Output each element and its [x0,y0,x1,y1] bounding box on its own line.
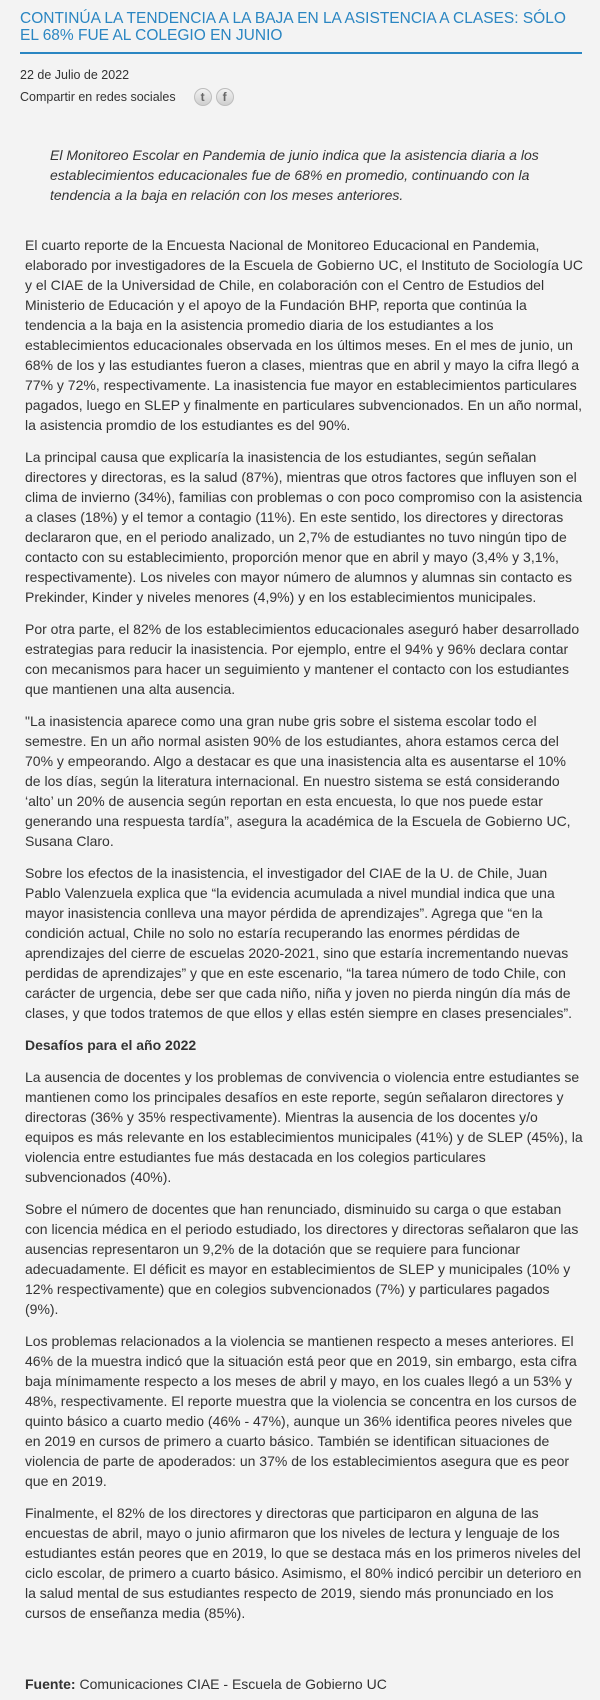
body-paragraph: Por otra parte, el 82% de los establecimientos educacionales aseguró haber desarrollado estrategias para reducir la inasistencia. Por ejemplo, entre el 94% y 96% declara contar con mecanismos para hacer un seguimiento y mantener el contacto con los estudiantes que mantienen una alta ausencia. [25,621,580,697]
article-lead: El Monitoreo Escolar en Pandemia de junio indica que la asistencia diaria a los establecimientos educacionales fue de 68% en promedio, continuando con la tendencia a la baja en relación con los meses anteriores. [50,147,539,203]
source-label: Fuente: [25,1676,76,1692]
body-paragraph: La ausencia de docentes y los problemas de convivencia o violencia entre estudiantes se mantienen como los principales desafíos en este reporte, según señalaron directores y directoras (36% y 35% respectivamente). Mientras la ausencia de los docentes y/o equipos es más relevante en los establecimientos municipales (41%) y de SLEP (45%), la violencia entre estudiantes fue más destacada en los colegios particulares subvencionados (40%). [25,1069,583,1185]
body-paragraph: La principal causa que explicaría la inasistencia de los estudiantes, según señalan directores y directoras, es la salud (87%), mientras que otros factores que influyen son el clima de invierno (34%), familias con problemas o con poco compromiso con la asistencia a clases (18%) y el temor a contagio (11%). En este sentido, los directores y directoras declararon que, en el periodo analizado, un 2,7% de estudiantes no tuvo ningún tipo de contacto con su establecimiento, proporción menor que en abril y mayo (3,4% y 3,1%, respectivamente). Los niveles con mayor número de alumnos y alumnas sin contacto es Prekinder, Kinder y niveles menores (4,9%) y en los establecimientos municipales. [25,449,583,605]
body-paragraph: Sobre los efectos de la inasistencia, el investigador del CIAE de la U. de Chile, Juan Pablo Valenzuela explica que “la evidencia acumulada a nivel mundial indica que una mayor inasistencia conlleva una mayor pérdida de aprendizajes”. Agrega que “en la condición actual, Chile no solo no estaría recuperando las enormes pérdidas de aprendizajes del cierre de escuelas 2020-2021, sino que estaría incrementando nuevas perdidas de aprendizajes” y que en este escenario, “la tarea número de todo Chile, con carácter de urgencia, debe ser que cada niño, niña y joven no pierda ningún día más de clases, y que todos tratemos de que ellos y ellas estén siempre en clases presenciales”. [25,865,573,1021]
share-label: Compartir en redes sociales [20,90,176,104]
source-text: Comunicaciones CIAE - Escuela de Gobierno UC [75,1676,387,1692]
body-paragraph: Sobre el número de docentes que han renunciado, disminuido su carga o que estaban con licencia médica en el periodo estudiado, los directores y directoras señalaron que las ausencias representaron un 9,2% de la dotación que se requiere para funcionar adecuadamente. El déficit es mayor en establecimientos de SLEP y municipales (10% y 12% respectivamente) que en colegios subvencionados (7%) y particulares pagados (9%). [25,1201,579,1317]
quote-paragraph: "La inasistencia aparece como una gran nube gris sobre el sistema escolar todo el semestre. En un año normal asisten 90% de los estudiantes, ahora estamos cerca del 70% y empeorando. Algo a destacar es que una inasistencia alta es ausentarse el 10% de los días, según la literatura internacional. En nuestro sistema se está considerando ‘alto’ un 20% de ausencia según reportan en esta encuesta, lo que nos puede estar generando una respuesta tardía”, asegura la académica de la Escuela de Gobierno UC, Susana Claro. [25,713,571,849]
tumblr-icon[interactable]: t [194,88,212,106]
facebook-icon[interactable]: f [216,88,234,106]
section-heading: Desafíos para el año 2022 [25,1037,197,1053]
body-paragraph: El cuarto reporte de la Encuesta Nacional de Monitoreo Educacional en Pandemia, elaborado por investigadores de la Escuela de Gobierno UC, el Instituto de Sociología UC y el CIAE de la Universidad de Chile, en colaboración con el Centro de Estudios del Ministerio de Educación y el apoyo de la Fundación BHP, reporta que continúa la tendencia a la baja en la asistencia promedio diaria de los estudiantes a los establecimientos educacionales observada en los últimos meses. En el mes de junio, un 68% de los y las estudiantes fueron a clases, mientras que en abril y mayo la cifra llegó a 77% y 72%, respectivamente. La inasistencia fue mayor en establecimientos particulares pagados, luego en SLEP y finalmente en particulares subvencionados. En un año normal, la asistencia promdio de los estudiantes es del 90%. [25,237,583,433]
body-paragraph: Los problemas relacionados a la violencia se mantienen respecto a meses anteriores. El 46% de la muestra indicó que la situación está peor que en 2019, sin embargo, esta cifra baja mínimamente respecto a los meses de abril y mayo, en los cuales llegó a un 53% y 48%, respectivamente. El reporte muestra que la violencia se concentra en los cursos de quinto básico a cuarto medio (46% - 47%), aunque un 36% identifica peores niveles que en 2019 en cursos de primero a cuarto básico. También se identifican situaciones de violencia de parte de apoderados: un 37% de los establecimientos asegura que es peor que en 2019. [25,1333,577,1489]
body-paragraph: Finalmente, el 82% de los directores y directoras que participaron en alguna de las encuestas de abril, mayo o junio afirmaron que los niveles de lectura y lenguaje de los estudiantes están peores que en 2019, lo que se destaca más en los primeros niveles del ciclo escolar, de primero a cuarto básico. Asimismo, el 80% indicó percibir un deterioro en la salud mental de sus estudiantes respecto de 2019, siendo más pronunciado en los cursos de enseñanza media (85%). [25,1505,582,1621]
article-date: 22 de Julio de 2022 [20,68,130,82]
share-bar [20,88,238,106]
article-body [25,235,585,1635]
article-source [25,1674,387,1694]
article-title: CONTINÚA LA TENDENCIA A LA BAJA EN LA ASISTENCIA A CLASES: SÓLO EL 68% FUE AL COLEGIO EN JUNIO [20,10,566,44]
title-divider [20,52,582,54]
